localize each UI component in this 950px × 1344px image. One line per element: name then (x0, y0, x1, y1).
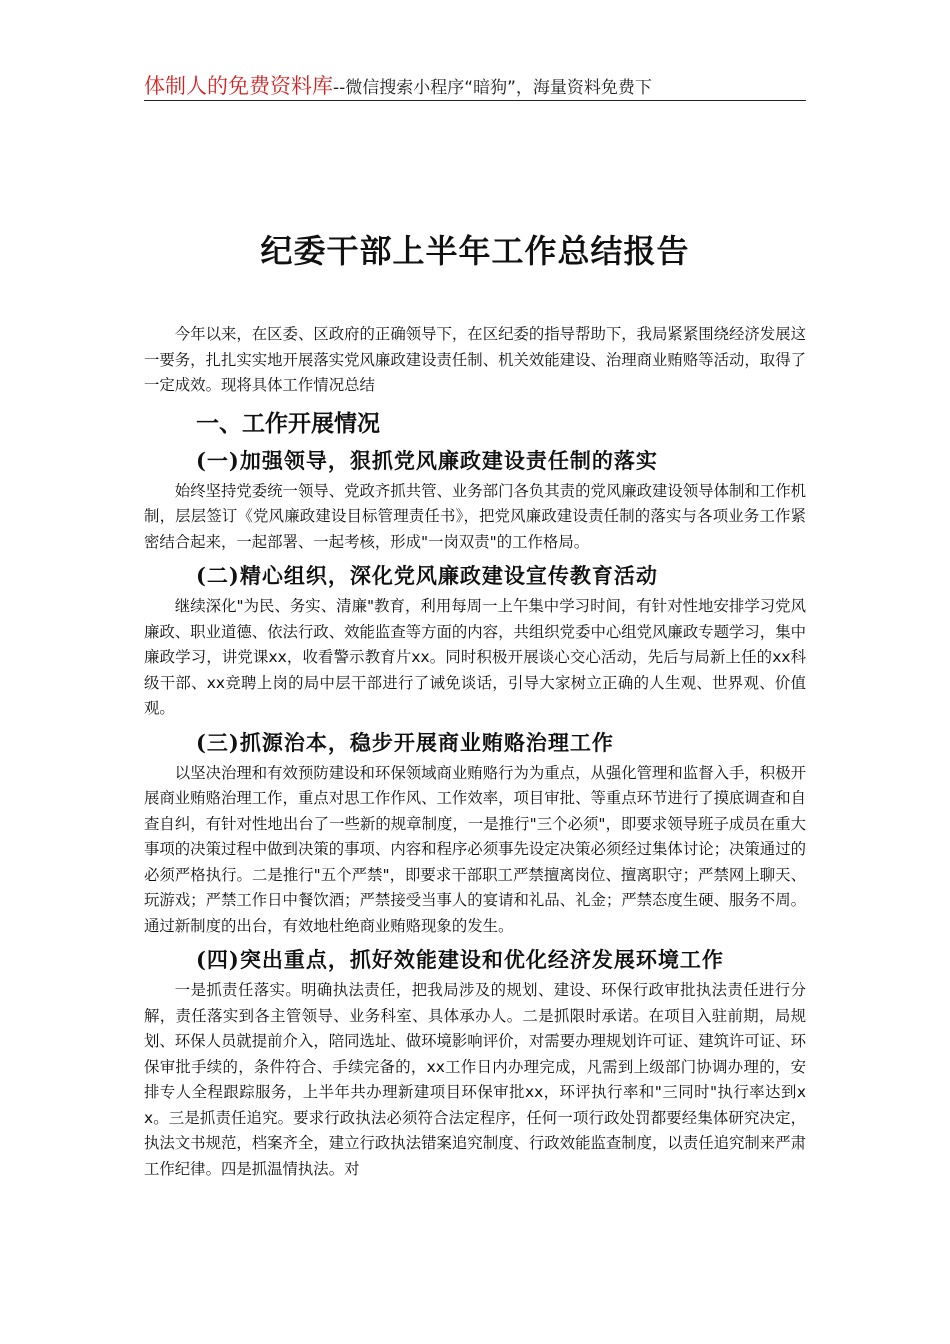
subsection-heading-3: (三)抓源治本，稳步开展商业贿赂治理工作 (196, 729, 614, 755)
section-heading-1: 一、工作开展情况 (196, 410, 380, 437)
subsection-body-4: 一是抓责任落实。明确执法责任，把我局涉及的规划、建设、环保行政审批执法责任进行分解，责任落实到各主管领导、业务科室、具体承办人。二是抓限时承诺。在项目入驻前期，局规划、环保人员就提前介入，陪同选址、做环境影响评价，对需要办理规划许可证、建筑许可证、环保审批手续的，条件符合、手续完备的，xx工作日内办理完成，凡需到上级部门协调办理的，安排专人全程跟踪服务，上半年共办理新建项目环保审批xx，环评执行率和"三同时"执行率达到xx。三是抓责任追究。要求行政执法必须符合法定程序，任何一项行政处罚都要经集体研究决定，执法文书规范，档案齐全，建立行政执法错案追究制度、行政效能监查制度，以责任追究制来严肃工作纪律。四是抓温情执法。对 (144, 981, 806, 1178)
subsection-heading-1: (一)加强领导，狠抓党风廉政建设责任制的落实 (196, 447, 658, 473)
subsection-body-2: 继续深化"为民、务实、清廉"教育，利用每周一上午集中学习时间，有针对性地安排学习党风廉政、职业道德、依法行政、效能监查等方面的内容，共组织党委中心组党风廉政专题学习，集中廉政学习，讲党课xx，收看警示教育片xx。同时积极开展谈心交心活动，先后与局新上任的xx科级干部、xx竞聘上岗的局中层干部进行了诫免谈话，引导大家树立正确的人生观、世界观、价值观。 (144, 597, 806, 717)
intro-paragraph: 今年以来，在区委、区政府的正确领导下，在区纪委的指导帮助下，我局紧紧围绕经济发展这一要务，扎扎实实地开展落实党风廉政建设责任制、机关效能建设、治理商业贿赂等活动，取得了一定成效。现将具体工作情况总结 (144, 325, 806, 394)
header-brand: 体制人的免费资料库 (144, 74, 333, 98)
subsection-body-3: 以坚决治理和有效预防建设和环保领域商业贿赂行为为重点，从强化管理和监督入手，积极开展商业贿赂治理工作，重点对思工作作风、工作效率，项目审批、等重点环节进行了摸底调查和自查自纠，有针对性地出台了一些新的规章制度，一是推行"三个必须"，即要求领导班子成员在重大事项的决策过程中做到决策的事项、内容和程序必须事先设定决策必须经过集体讨论；决策通过的必须严格执行。二是推行"五个严禁"，即要求干部职工严禁擅离岗位、擅离职守；严禁网上聊天、玩游戏；严禁工作日中餐饮酒；严禁接受当事人的宴请和礼品、礼金；严禁态度生硬、服务不周。通过新制度的出台，有效地杜绝商业贿赂现象的发生。 (144, 763, 806, 935)
document-body (144, 322, 806, 1182)
subsection-body-1: 始终坚持党委统一领导、党政齐抓共管、业务部门各负其责的党风廉政建设领导体制和工作机制，层层签订《党风廉政建设目标管理责任书》，把党风廉政建设责任制的落实与各项业务工作紧密结合起来，一起部署、一起考核，形成"一岗双责"的工作格局。 (144, 481, 806, 551)
subsection-heading-2: (二)精心组织，深化党风廉政建设宣传教育活动 (196, 563, 658, 588)
page-header (144, 70, 806, 101)
subsection-heading-4: (四)突出重点，抓好效能建设和优化经济发展环境工作 (196, 947, 724, 972)
document-title: 纪委干部上半年工作总结报告 (260, 232, 690, 270)
header-tagline: --微信搜索小程序“暗狗”，海量资料免费下 (333, 78, 652, 98)
